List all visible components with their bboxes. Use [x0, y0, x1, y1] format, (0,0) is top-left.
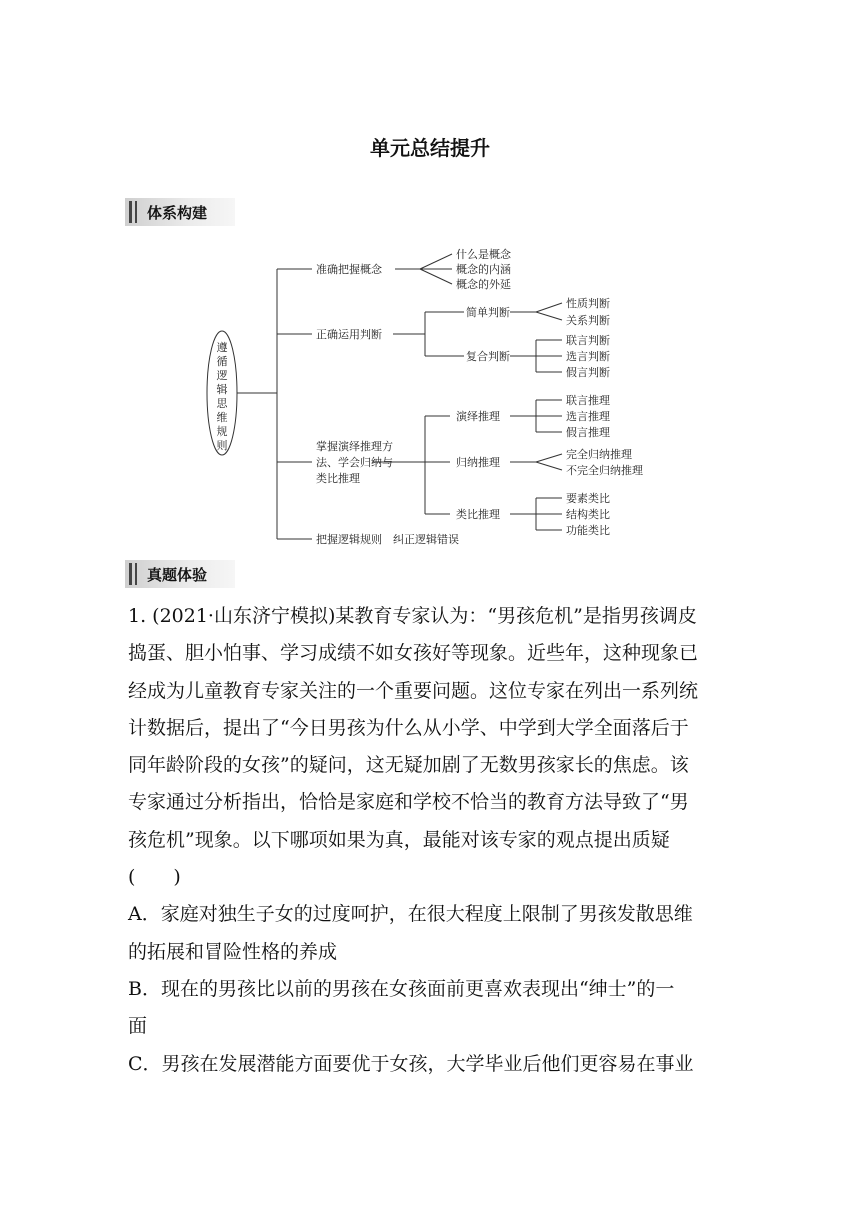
stem-line: 孩危机”现象。以下哪项如果为真，最能对该专家的观点提出质疑: [128, 828, 670, 851]
stem-line: 计数据后，提出了“今日男孩为什么从小学、中学到大学全面落后于: [128, 716, 689, 739]
concept-mindmap: [0, 235, 860, 550]
stem-line: 专家通过分析指出，恰恰是家庭和学校不恰当的教育方法导致了“男: [128, 791, 689, 814]
root-char: 维: [216, 411, 228, 424]
node-reasoning-item: 联言推理: [566, 394, 610, 407]
node-concept-item: 概念的外延: [456, 278, 511, 291]
node-reasoning-item: 假言推理: [566, 426, 610, 439]
section-label-system: 体系构建: [147, 204, 208, 222]
stem-line: 经成为儿童教育专家关注的一个重要问题。这位专家在列出一系列统: [128, 679, 699, 702]
option-line: A．家庭对独生子女的过度呵护，在很大程度上限制了男孩发散思维: [128, 903, 693, 926]
stem-line: 同年龄阶段的女孩”的疑问，这无疑加剧了无数男孩家长的焦虑。该: [128, 754, 689, 777]
node-reasoning-item: 功能类比: [566, 524, 610, 537]
node-reasoning-item: 结构类比: [566, 508, 610, 521]
node-judgment-item: 关系判断: [566, 314, 610, 327]
option-line: 的拓展和冒险性格的养成: [128, 940, 338, 963]
node-judgment-item: 性质判断: [566, 297, 610, 310]
node-analogy: 类比推理: [456, 508, 500, 521]
option-a: [128, 896, 736, 971]
node-compound-judgment: 复合判断: [466, 350, 510, 363]
root-char: 逻: [216, 369, 228, 382]
section-header-exam: [125, 560, 235, 588]
stem-line: 1. (2021·山东济宁模拟)某教育专家认为：“男孩危机”是指男孩调皮: [128, 605, 697, 627]
root-char: 思: [216, 397, 228, 410]
answer-blank: ( ): [128, 866, 181, 889]
node-concept-item: 什么是概念: [456, 248, 511, 261]
node-judgment-item: 假言判断: [566, 366, 610, 379]
page-title: 单元总结提升: [370, 136, 490, 160]
node-reasoning: 掌握演绎推理方: [316, 440, 393, 453]
node-reasoning-item: 不完全归纳推理: [566, 464, 643, 477]
option-b: [128, 971, 736, 1046]
node-reasoning: 法、学会归纳与: [316, 456, 393, 469]
root-char: 规: [216, 425, 228, 438]
option-c: [128, 1046, 736, 1083]
node-simple-judgment: 简单判断: [466, 306, 510, 319]
node-concept-item: 概念的内涵: [456, 263, 511, 276]
node-deductive: 演绎推理: [456, 410, 500, 423]
node-judgment-item: 选言判断: [566, 350, 610, 363]
node-reasoning-item: 选言推理: [566, 410, 610, 423]
option-line: 面: [128, 1015, 148, 1038]
node-concept: 准确把握概念: [316, 263, 382, 276]
root-char: 则: [216, 439, 228, 452]
option-line: B．现在的男孩比以前的男孩在女孩面前更喜欢表现出“绅士”的一: [128, 977, 675, 1000]
stem-line: 捣蛋、胆小怕事、学习成绩不如女孩好等现象。近些年，这种现象已: [128, 642, 699, 665]
header-bar-decoration: [135, 201, 137, 223]
header-bar-decoration: [129, 563, 132, 585]
section-label-exam: 真题体验: [147, 566, 208, 584]
node-reasoning-item: 完全归纳推理: [566, 448, 632, 461]
section-header-system: [125, 198, 235, 226]
root-char: 循: [216, 355, 228, 368]
node-inductive: 归纳推理: [456, 456, 500, 469]
node-rules: 把握逻辑规则 纠正逻辑错误: [316, 533, 459, 546]
node-reasoning: 类比推理: [316, 472, 360, 485]
root-char: 遵: [216, 341, 228, 354]
header-bar-decoration: [135, 563, 137, 585]
node-reasoning-item: 要素类比: [566, 492, 610, 505]
node-judgment: 正确运用判断: [316, 328, 382, 341]
option-line: C．男孩在发展潜能方面要优于女孩，大学毕业后他们更容易在事业: [128, 1052, 694, 1075]
question-stem: [128, 598, 736, 896]
question-1: [128, 598, 736, 1083]
node-judgment-item: 联言判断: [566, 334, 610, 347]
root-char: 辑: [216, 383, 228, 396]
header-bar-decoration: [129, 201, 132, 223]
